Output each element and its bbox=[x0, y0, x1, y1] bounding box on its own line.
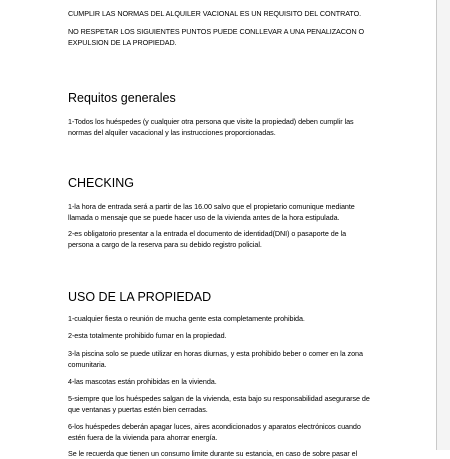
paragraph-line: llamada o mensaje que se puede hacer uso de la vivienda antes de la hora estipulada. bbox=[68, 213, 340, 222]
paragraph-line: 2-es obligatorio presentar a la entrada el documento de identidad(DNI) o pasaporte de la bbox=[68, 229, 347, 238]
usage-item-6 bbox=[68, 421, 361, 443]
usage-item-3 bbox=[68, 348, 363, 370]
intro-warning bbox=[68, 26, 364, 48]
paragraph-line: normas del alquiler vacacional y las instrucciones proporcionadas. bbox=[68, 128, 276, 137]
usage-item-1 bbox=[68, 313, 305, 324]
usage-item-7 bbox=[68, 448, 357, 459]
paragraph-line: estén fuera de la vivienda para ahorrar energía. bbox=[68, 433, 218, 442]
section-heading-usage: USO DE LA PROPIEDAD bbox=[68, 290, 212, 304]
intro-block bbox=[68, 8, 361, 19]
paragraph-line: 1-cualquier fiesta o reunión de mucha gente esta completamente prohibida. bbox=[68, 314, 305, 323]
paragraph-line: comunitaria. bbox=[68, 360, 107, 369]
paragraph-line: persona a cargo de la reserva para su debido registro policial. bbox=[68, 240, 262, 249]
paragraph-line: 6-los huéspedes deberán apagar luces, aires acondicionados y aparatos electrónicos cuando bbox=[68, 422, 361, 431]
intro-line: CUMPLIR LAS NORMAS DEL ALQUILER VACIONAL ES UN REQUISITO DEL CONTRATO. bbox=[68, 9, 362, 18]
paragraph-line: 1-la hora de entrada será a partir de las 16.00 salvo que el propietario comunique mediante bbox=[68, 202, 355, 211]
paragraph-line: 3-la piscina solo se puede utilizar en horas diurnas, y esta prohibido beber o comer en la zona bbox=[68, 349, 363, 358]
intro-line: NO RESPETAR LOS SIGUIENTES PUNTOS PUEDE CONLLEVAR A UNA PENALIZACON O bbox=[68, 27, 365, 36]
section-checking-item-1 bbox=[68, 201, 355, 223]
section-checking-item-2 bbox=[68, 228, 346, 250]
usage-item-5 bbox=[68, 393, 370, 415]
paragraph-line: 2-esta totalmente prohibido fumar en la propiedad. bbox=[68, 331, 227, 340]
section-heading-checking: CHECKING bbox=[68, 176, 134, 190]
section-heading-general: Requitos generales bbox=[68, 91, 176, 105]
page-edge-scrollbar[interactable] bbox=[436, 0, 450, 450]
section-general-body bbox=[68, 116, 354, 138]
usage-item-4 bbox=[68, 376, 217, 387]
paragraph-line: 1-Todos los huéspedes (y cualquier otra persona que visite la propiedad) deben cumplir las bbox=[68, 117, 354, 126]
paragraph-line: 5-siempre que los huéspedes salgan de la vivienda, esta bajo su responsabilidad asegurarse de bbox=[68, 394, 370, 403]
usage-item-2 bbox=[68, 330, 227, 341]
intro-line: EXPULSION DE LA PROPIEDAD. bbox=[68, 38, 177, 47]
paragraph-line: Se le recuerda que tienen un consumo limite durante su estancia, en caso de sobre pasar el bbox=[68, 449, 358, 458]
paragraph-line: que ventanas y puertas estén bien cerradas. bbox=[68, 405, 208, 414]
paragraph-line: 4-las mascotas están prohibidas en la vivienda. bbox=[68, 377, 217, 386]
